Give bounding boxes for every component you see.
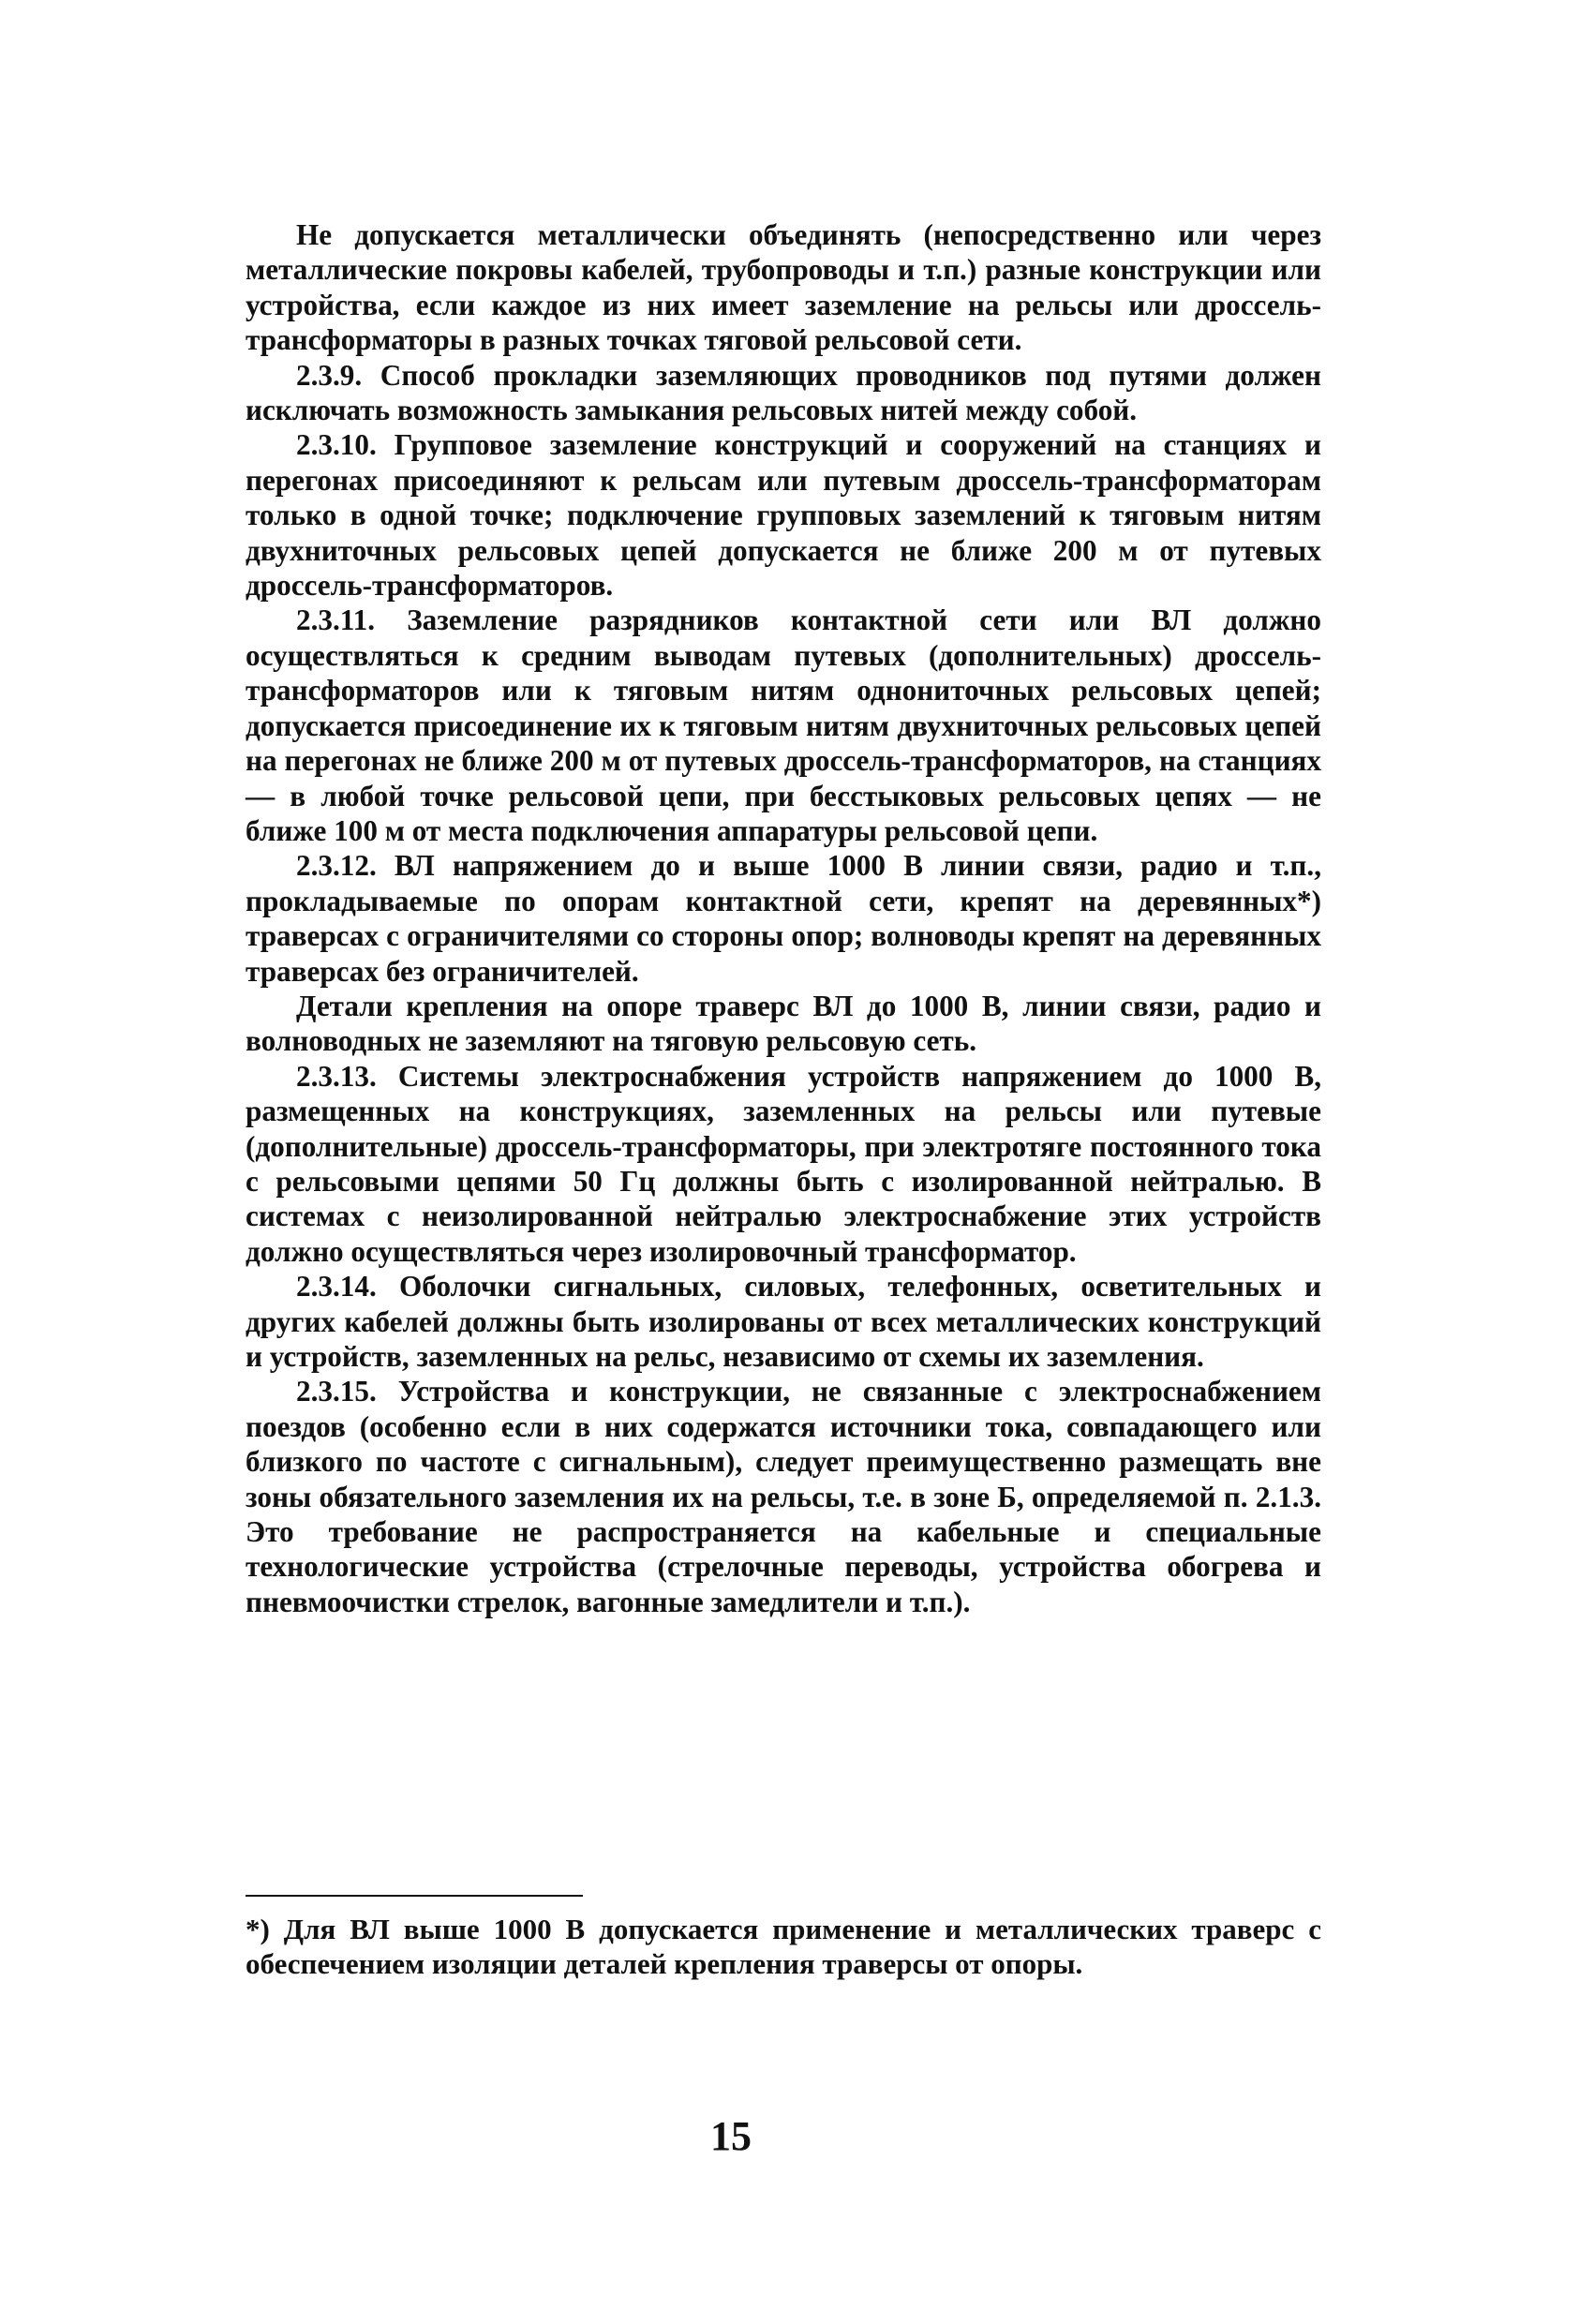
paragraph-2-3-14: 2.3.14. Оболочки сигнальных, силовых, телефонных, осветительных и других кабелей должны быть изолированы от всех металлических конструкций и устройств, заземленных на рельс, независимо от схемы их заземления. bbox=[246, 1270, 1321, 1373]
body-text bbox=[246, 217, 1321, 1619]
footnote: *) Для ВЛ выше 1000 В допускается применение и металлических траверс с обеспечением изоляции деталей крепления траверсы от опоры. bbox=[246, 1913, 1321, 1980]
paragraph-2-3-11: 2.3.11. Заземление разрядников контактной сети или ВЛ должно осуществляться к средним выводам путевых (дополнительных) дроссель-трансформаторов или к тяговым нитям однониточных рельсовых цепей; допускается присоединение их к тяговым нитям двухниточных рельсовых цепей на перегонах не ближе 200 м от путевых дроссель-трансформаторов, на станциях — в любой точке рельсовой цепи, при бесстыковых рельсовых цепях — не ближе 100 м от места подключения аппаратуры рельсовой цепи. bbox=[246, 603, 1321, 847]
paragraph-2-3-10: 2.3.10. Групповое заземление конструкций и сооружений на станциях и перегонах присоединяют к рельсам или путевым дроссель-трансформаторам только в одной точке; подключение групповых заземлений к тяговым нитям двухниточных рельсовых цепей допускается не ближе 200 м от путевых дроссель-трансформаторов. bbox=[246, 428, 1321, 603]
paragraph-2-3-9: 2.3.9. Способ прокладки заземляющих проводников под путями должен исключать возможность замыкания рельсовых нитей между собой. bbox=[246, 358, 1321, 427]
paragraph-continuation: Не допускается металлически объединять (непосредственно или через металлические покровы кабелей, трубопроводы и т.п.) разные конструкции или устройства, если каждое из них имеет заземление на рельсы или дроссель-трансформаторы в разных точках тяговой рельсовой сети. bbox=[246, 218, 1321, 357]
paragraph-2-3-13: 2.3.13. Системы электроснабжения устройств напряжением до 1000 В, размещенных на конструкциях, заземленных на рельсы или путевые (дополнительные) дроссель-трансформаторы, при электротяге постоянного тока с рельсовыми цепями 50 Гц должны быть с изолированной нейтралью. В системах с неизолированной нейтралью электроснабжение этих устройств должно осуществляться через изолировочный трансформатор. bbox=[246, 1059, 1321, 1268]
page-number: 15 bbox=[710, 2113, 752, 2159]
paragraph-2-3-12: 2.3.12. ВЛ напряжением до и выше 1000 В линии связи, радио и т.п., прокладываемые по опорам контактной сети, крепят на деревянных*) траверсах с ограничителями со стороны опор; волноводы крепят на деревянных траверсах без ограничителей. bbox=[246, 849, 1321, 988]
paragraph-2-3-12-details: Детали крепления на опоре траверс ВЛ до 1000 В, линии связи, радио и волноводных не заземляют на тяговую рельсовую сеть. bbox=[246, 989, 1321, 1058]
paragraph-2-3-15: 2.3.15. Устройства и конструкции, не связанные с электроснабжением поездов (особенно если в них содержатся источники тока, совпадающего или близкого по частоте с сигнальным), следует преимущественно размещать вне зоны обязательного заземления их на рельсы, т.е. в зоне Б, определяемой п. 2.1.3. Это требование не распространяется на кабельные и специальные технологические устройства (стрелочные переводы, устройства обогрева и пневмоочистки стрелок, вагонные замедлители и т.п.). bbox=[246, 1375, 1321, 1618]
document-page bbox=[246, 217, 1321, 2159]
footnote-divider bbox=[246, 1895, 583, 1897]
